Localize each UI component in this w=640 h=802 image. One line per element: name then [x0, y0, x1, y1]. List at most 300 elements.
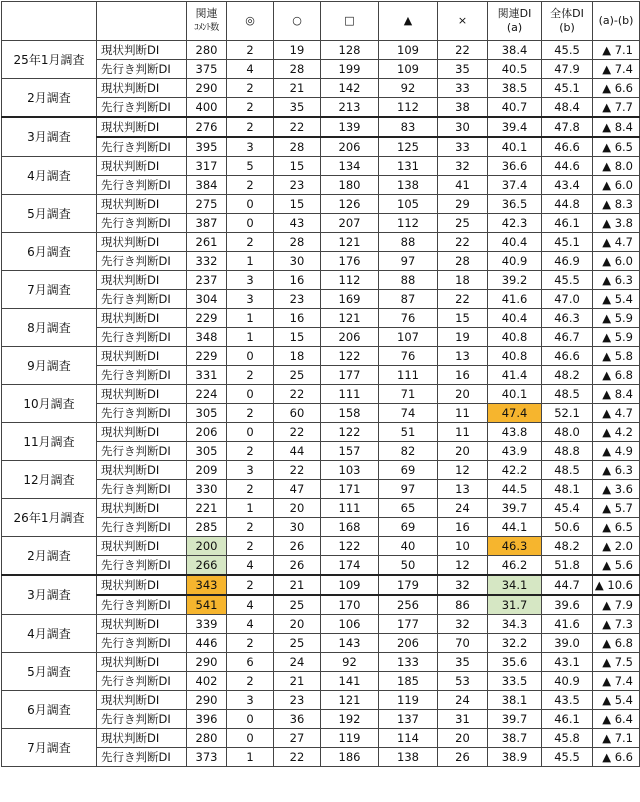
- survey-month-label: 3月調査: [2, 575, 97, 615]
- table-row: [2, 537, 640, 556]
- circle-cell: 26: [274, 537, 321, 556]
- count-cell: 317: [187, 157, 227, 176]
- survey-month-label: 12月調査: [2, 461, 97, 499]
- overall-di-cell: 50.6: [542, 518, 593, 537]
- di-kind-label: 先行き判断DI: [97, 518, 187, 537]
- survey-month-label: 7月調査: [2, 271, 97, 309]
- double-circle-cell: 2: [227, 41, 274, 60]
- overall-di-cell: 46.7: [542, 328, 593, 347]
- circle-cell: 26: [274, 556, 321, 576]
- count-cell: 395: [187, 137, 227, 157]
- cross-cell: 33: [438, 79, 488, 98]
- count-cell: 541: [187, 595, 227, 615]
- triangle-cell: 177: [379, 615, 438, 634]
- double-circle-cell: 3: [227, 290, 274, 309]
- related-di-cell: 32.2: [488, 634, 542, 653]
- triangle-cell: 92: [379, 79, 438, 98]
- triangle-cell: 109: [379, 60, 438, 79]
- related-di-cell: 38.5: [488, 79, 542, 98]
- cross-cell: 24: [438, 499, 488, 518]
- overall-di-cell: 41.6: [542, 615, 593, 634]
- diff-cell: ▲ 5.9: [593, 309, 640, 328]
- circle-cell: 22: [274, 423, 321, 442]
- double-circle-cell: 2: [227, 404, 274, 423]
- overall-di-cell: 43.4: [542, 176, 593, 195]
- table-row: [2, 653, 640, 672]
- survey-group: [2, 157, 640, 195]
- table-row: [2, 518, 640, 537]
- square-cell: 206: [321, 137, 379, 157]
- circle-cell: 27: [274, 729, 321, 748]
- related-di-cell: 46.2: [488, 556, 542, 576]
- survey-group: [2, 309, 640, 347]
- count-cell: 330: [187, 480, 227, 499]
- header-related-di-line1: 関連DI: [497, 7, 532, 20]
- survey-group: [2, 691, 640, 729]
- square-cell: 122: [321, 347, 379, 366]
- double-circle-cell: 1: [227, 252, 274, 271]
- overall-di-cell: 48.8: [542, 442, 593, 461]
- survey-group: [2, 653, 640, 691]
- square-cell: 180: [321, 176, 379, 195]
- count-cell: 305: [187, 442, 227, 461]
- di-kind-label: 先行き判断DI: [97, 748, 187, 767]
- survey-month-label: 7月調査: [2, 729, 97, 767]
- di-kind-label: 先行き判断DI: [97, 137, 187, 157]
- survey-group: [2, 461, 640, 499]
- survey-group: [2, 233, 640, 271]
- circle-cell: 22: [274, 117, 321, 137]
- header-related-comments: [187, 2, 227, 41]
- circle-cell: 19: [274, 41, 321, 60]
- table-row: [2, 595, 640, 615]
- triangle-cell: 97: [379, 252, 438, 271]
- circle-cell: 18: [274, 347, 321, 366]
- related-di-cell: 38.7: [488, 729, 542, 748]
- count-cell: 276: [187, 117, 227, 137]
- triangle-cell: 109: [379, 41, 438, 60]
- double-circle-cell: 1: [227, 499, 274, 518]
- count-cell: 261: [187, 233, 227, 252]
- table-row: [2, 461, 640, 480]
- count-cell: 375: [187, 60, 227, 79]
- di-kind-label: 現状判断DI: [97, 461, 187, 480]
- double-circle-cell: 0: [227, 385, 274, 404]
- survey-month-label: 26年1月調査: [2, 499, 97, 537]
- cross-cell: 16: [438, 366, 488, 385]
- related-di-cell: 39.4: [488, 117, 542, 137]
- overall-di-cell: 45.1: [542, 79, 593, 98]
- overall-di-cell: 48.2: [542, 366, 593, 385]
- di-kind-label: 先行き判断DI: [97, 556, 187, 576]
- related-di-cell: 40.4: [488, 233, 542, 252]
- triangle-cell: 71: [379, 385, 438, 404]
- double-circle-cell: 0: [227, 729, 274, 748]
- square-cell: 192: [321, 710, 379, 729]
- double-circle-cell: 6: [227, 653, 274, 672]
- cross-cell: 20: [438, 729, 488, 748]
- square-cell: 112: [321, 271, 379, 290]
- table-row: [2, 423, 640, 442]
- double-circle-cell: 5: [227, 157, 274, 176]
- related-di-cell: 38.4: [488, 41, 542, 60]
- square-cell: 176: [321, 252, 379, 271]
- overall-di-cell: 48.5: [542, 461, 593, 480]
- related-di-cell: 35.6: [488, 653, 542, 672]
- di-kind-label: 現状判断DI: [97, 157, 187, 176]
- double-circle-cell: 2: [227, 176, 274, 195]
- table-row: [2, 366, 640, 385]
- header-blank-month: [2, 2, 97, 41]
- di-kind-label: 先行き判断DI: [97, 442, 187, 461]
- circle-cell: 15: [274, 328, 321, 347]
- cross-cell: 19: [438, 328, 488, 347]
- overall-di-cell: 46.6: [542, 347, 593, 366]
- square-cell: 121: [321, 233, 379, 252]
- table-row: [2, 271, 640, 290]
- square-cell: 103: [321, 461, 379, 480]
- di-kind-label: 現状判断DI: [97, 233, 187, 252]
- cross-cell: 25: [438, 214, 488, 233]
- double-circle-cell: 0: [227, 195, 274, 214]
- di-kind-label: 現状判断DI: [97, 347, 187, 366]
- di-kind-label: 先行き判断DI: [97, 176, 187, 195]
- square-cell: 128: [321, 41, 379, 60]
- overall-di-cell: 45.1: [542, 233, 593, 252]
- diff-cell: ▲ 6.3: [593, 461, 640, 480]
- cross-cell: 30: [438, 117, 488, 137]
- circle-cell: 28: [274, 60, 321, 79]
- double-circle-cell: 1: [227, 328, 274, 347]
- diff-cell: ▲ 7.4: [593, 60, 640, 79]
- circle-cell: 21: [274, 79, 321, 98]
- count-cell: 221: [187, 499, 227, 518]
- di-kind-label: 先行き判断DI: [97, 710, 187, 729]
- overall-di-cell: 44.6: [542, 157, 593, 176]
- double-circle-cell: 2: [227, 233, 274, 252]
- survey-group: [2, 347, 640, 385]
- diff-cell: ▲ 2.0: [593, 537, 640, 556]
- survey-month-label: 10月調査: [2, 385, 97, 423]
- overall-di-cell: 48.4: [542, 98, 593, 118]
- diff-cell: ▲ 8.4: [593, 385, 640, 404]
- overall-di-cell: 52.1: [542, 404, 593, 423]
- count-cell: 285: [187, 518, 227, 537]
- diff-cell: ▲ 6.6: [593, 748, 640, 767]
- diff-cell: ▲ 6.0: [593, 252, 640, 271]
- double-circle-cell: 2: [227, 366, 274, 385]
- square-cell: 111: [321, 499, 379, 518]
- triangle-cell: 76: [379, 347, 438, 366]
- double-circle-cell: 4: [227, 60, 274, 79]
- related-di-cell: 34.3: [488, 615, 542, 634]
- count-cell: 290: [187, 653, 227, 672]
- related-di-cell: 44.1: [488, 518, 542, 537]
- triangle-cell: 185: [379, 672, 438, 691]
- overall-di-cell: 45.5: [542, 748, 593, 767]
- di-kind-label: 先行き判断DI: [97, 480, 187, 499]
- header-double-circle: ◎: [227, 2, 274, 41]
- square-cell: 92: [321, 653, 379, 672]
- table-row: [2, 748, 640, 767]
- overall-di-cell: 48.5: [542, 385, 593, 404]
- count-cell: 343: [187, 575, 227, 595]
- count-cell: 280: [187, 41, 227, 60]
- triangle-cell: 138: [379, 176, 438, 195]
- table-row: [2, 195, 640, 214]
- count-cell: 206: [187, 423, 227, 442]
- diff-cell: ▲ 6.3: [593, 271, 640, 290]
- related-di-cell: 37.4: [488, 176, 542, 195]
- circle-cell: 44: [274, 442, 321, 461]
- double-circle-cell: 4: [227, 615, 274, 634]
- triangle-cell: 131: [379, 157, 438, 176]
- table-row: [2, 60, 640, 79]
- circle-cell: 23: [274, 691, 321, 710]
- table-row: [2, 615, 640, 634]
- survey-group: [2, 423, 640, 461]
- cross-cell: 16: [438, 518, 488, 537]
- circle-cell: 21: [274, 575, 321, 595]
- count-cell: 331: [187, 366, 227, 385]
- triangle-cell: 51: [379, 423, 438, 442]
- di-kind-label: 現状判断DI: [97, 195, 187, 214]
- square-cell: 213: [321, 98, 379, 118]
- circle-cell: 20: [274, 499, 321, 518]
- di-kind-label: 現状判断DI: [97, 271, 187, 290]
- cross-cell: 41: [438, 176, 488, 195]
- cross-cell: 28: [438, 252, 488, 271]
- survey-group: [2, 615, 640, 653]
- square-cell: 142: [321, 79, 379, 98]
- cross-cell: 11: [438, 423, 488, 442]
- di-kind-label: 先行き判断DI: [97, 214, 187, 233]
- triangle-cell: 133: [379, 653, 438, 672]
- square-cell: 121: [321, 309, 379, 328]
- di-kind-label: 現状判断DI: [97, 385, 187, 404]
- table-row: [2, 290, 640, 309]
- header-related-di: [488, 2, 542, 41]
- table-row: [2, 328, 640, 347]
- triangle-cell: 125: [379, 137, 438, 157]
- square-cell: 158: [321, 404, 379, 423]
- survey-month-label: 5月調査: [2, 195, 97, 233]
- square-cell: 169: [321, 290, 379, 309]
- diff-cell: ▲ 3.8: [593, 214, 640, 233]
- survey-month-label: 5月調査: [2, 653, 97, 691]
- header-cross: ×: [438, 2, 488, 41]
- circle-cell: 25: [274, 366, 321, 385]
- table-row: [2, 309, 640, 328]
- related-di-cell: 40.5: [488, 60, 542, 79]
- table-row: [2, 41, 640, 60]
- count-cell: 402: [187, 672, 227, 691]
- di-survey-table: [1, 1, 640, 767]
- triangle-cell: 69: [379, 461, 438, 480]
- triangle-cell: 82: [379, 442, 438, 461]
- count-cell: 200: [187, 537, 227, 556]
- count-cell: 384: [187, 176, 227, 195]
- survey-group: [2, 41, 640, 79]
- triangle-cell: 119: [379, 691, 438, 710]
- diff-cell: ▲ 6.8: [593, 634, 640, 653]
- survey-group: [2, 385, 640, 423]
- diff-cell: ▲ 3.6: [593, 480, 640, 499]
- count-cell: 280: [187, 729, 227, 748]
- overall-di-cell: 43.1: [542, 653, 593, 672]
- square-cell: 121: [321, 691, 379, 710]
- count-cell: 290: [187, 79, 227, 98]
- survey-group: [2, 271, 640, 309]
- survey-group: [2, 729, 640, 767]
- table-row: [2, 117, 640, 137]
- cross-cell: 32: [438, 157, 488, 176]
- di-kind-label: 現状判断DI: [97, 41, 187, 60]
- double-circle-cell: 3: [227, 271, 274, 290]
- square-cell: 174: [321, 556, 379, 576]
- triangle-cell: 65: [379, 499, 438, 518]
- cross-cell: 32: [438, 575, 488, 595]
- double-circle-cell: 2: [227, 98, 274, 118]
- di-kind-label: 現状判断DI: [97, 615, 187, 634]
- header-row: [2, 2, 640, 41]
- table-row: [2, 214, 640, 233]
- overall-di-cell: 46.1: [542, 214, 593, 233]
- header-square: □: [321, 2, 379, 41]
- double-circle-cell: 2: [227, 672, 274, 691]
- table-row: [2, 575, 640, 595]
- overall-di-cell: 51.8: [542, 556, 593, 576]
- header-triangle: ▲: [379, 2, 438, 41]
- survey-group: [2, 79, 640, 118]
- survey-group: [2, 117, 640, 157]
- table-row: [2, 385, 640, 404]
- survey-group: [2, 575, 640, 615]
- related-di-cell: 39.7: [488, 499, 542, 518]
- square-cell: 139: [321, 117, 379, 137]
- square-cell: 207: [321, 214, 379, 233]
- count-cell: 446: [187, 634, 227, 653]
- table-row: [2, 137, 640, 157]
- survey-month-label: 6月調査: [2, 233, 97, 271]
- header-circle: ○: [274, 2, 321, 41]
- diff-cell: ▲ 5.8: [593, 347, 640, 366]
- related-di-cell: 43.8: [488, 423, 542, 442]
- table-row: [2, 691, 640, 710]
- circle-cell: 24: [274, 653, 321, 672]
- overall-di-cell: 45.4: [542, 499, 593, 518]
- di-kind-label: 先行き判断DI: [97, 404, 187, 423]
- circle-cell: 20: [274, 615, 321, 634]
- cross-cell: 31: [438, 710, 488, 729]
- cross-cell: 70: [438, 634, 488, 653]
- square-cell: 157: [321, 442, 379, 461]
- diff-cell: ▲ 6.5: [593, 518, 640, 537]
- related-di-cell: 36.6: [488, 157, 542, 176]
- header-blank-kind: [97, 2, 187, 41]
- overall-di-cell: 45.8: [542, 729, 593, 748]
- di-kind-label: 先行き判断DI: [97, 595, 187, 615]
- related-di-cell: 39.2: [488, 271, 542, 290]
- cross-cell: 12: [438, 556, 488, 576]
- related-di-cell: 38.1: [488, 691, 542, 710]
- related-di-cell: 40.4: [488, 309, 542, 328]
- header-related-line2: ｺﾒﾝﾄ数: [194, 23, 219, 33]
- overall-di-cell: 48.2: [542, 537, 593, 556]
- double-circle-cell: 3: [227, 691, 274, 710]
- double-circle-cell: 0: [227, 710, 274, 729]
- overall-di-cell: 46.9: [542, 252, 593, 271]
- overall-di-cell: 48.1: [542, 480, 593, 499]
- diff-cell: ▲ 7.4: [593, 672, 640, 691]
- header-overall-di: [542, 2, 593, 41]
- overall-di-cell: 39.6: [542, 595, 593, 615]
- diff-cell: ▲ 8.4: [593, 117, 640, 137]
- survey-month-label: 25年1月調査: [2, 41, 97, 79]
- diff-cell: ▲ 8.3: [593, 195, 640, 214]
- cross-cell: 18: [438, 271, 488, 290]
- cross-cell: 11: [438, 404, 488, 423]
- count-cell: 400: [187, 98, 227, 118]
- cross-cell: 15: [438, 309, 488, 328]
- overall-di-cell: 47.8: [542, 117, 593, 137]
- related-di-cell: 41.4: [488, 366, 542, 385]
- circle-cell: 15: [274, 195, 321, 214]
- table-row: [2, 672, 640, 691]
- count-cell: 237: [187, 271, 227, 290]
- square-cell: 126: [321, 195, 379, 214]
- diff-cell: ▲ 6.8: [593, 366, 640, 385]
- cross-cell: 20: [438, 385, 488, 404]
- related-di-cell: 40.1: [488, 385, 542, 404]
- circle-cell: 22: [274, 748, 321, 767]
- circle-cell: 15: [274, 157, 321, 176]
- triangle-cell: 137: [379, 710, 438, 729]
- related-di-cell: 40.1: [488, 137, 542, 157]
- related-di-cell: 33.5: [488, 672, 542, 691]
- diff-cell: ▲ 7.1: [593, 41, 640, 60]
- di-kind-label: 先行き判断DI: [97, 328, 187, 347]
- square-cell: 134: [321, 157, 379, 176]
- survey-month-label: 4月調査: [2, 157, 97, 195]
- circle-cell: 22: [274, 461, 321, 480]
- cross-cell: 35: [438, 60, 488, 79]
- circle-cell: 23: [274, 176, 321, 195]
- circle-cell: 47: [274, 480, 321, 499]
- triangle-cell: 179: [379, 575, 438, 595]
- overall-di-cell: 45.5: [542, 41, 593, 60]
- overall-di-cell: 46.1: [542, 710, 593, 729]
- survey-group: [2, 537, 640, 576]
- di-kind-label: 先行き判断DI: [97, 366, 187, 385]
- di-kind-label: 現状判断DI: [97, 537, 187, 556]
- survey-month-label: 6月調査: [2, 691, 97, 729]
- di-kind-label: 先行き判断DI: [97, 634, 187, 653]
- cross-cell: 13: [438, 347, 488, 366]
- table-header: [2, 2, 640, 41]
- diff-cell: ▲ 4.2: [593, 423, 640, 442]
- count-cell: 396: [187, 710, 227, 729]
- double-circle-cell: 2: [227, 518, 274, 537]
- related-di-cell: 40.9: [488, 252, 542, 271]
- diff-cell: ▲ 8.0: [593, 157, 640, 176]
- overall-di-cell: 44.7: [542, 575, 593, 595]
- survey-month-label: 8月調査: [2, 309, 97, 347]
- cross-cell: 33: [438, 137, 488, 157]
- diff-cell: ▲ 10.6: [593, 575, 640, 595]
- di-kind-label: 現状判断DI: [97, 729, 187, 748]
- overall-di-cell: 40.9: [542, 672, 593, 691]
